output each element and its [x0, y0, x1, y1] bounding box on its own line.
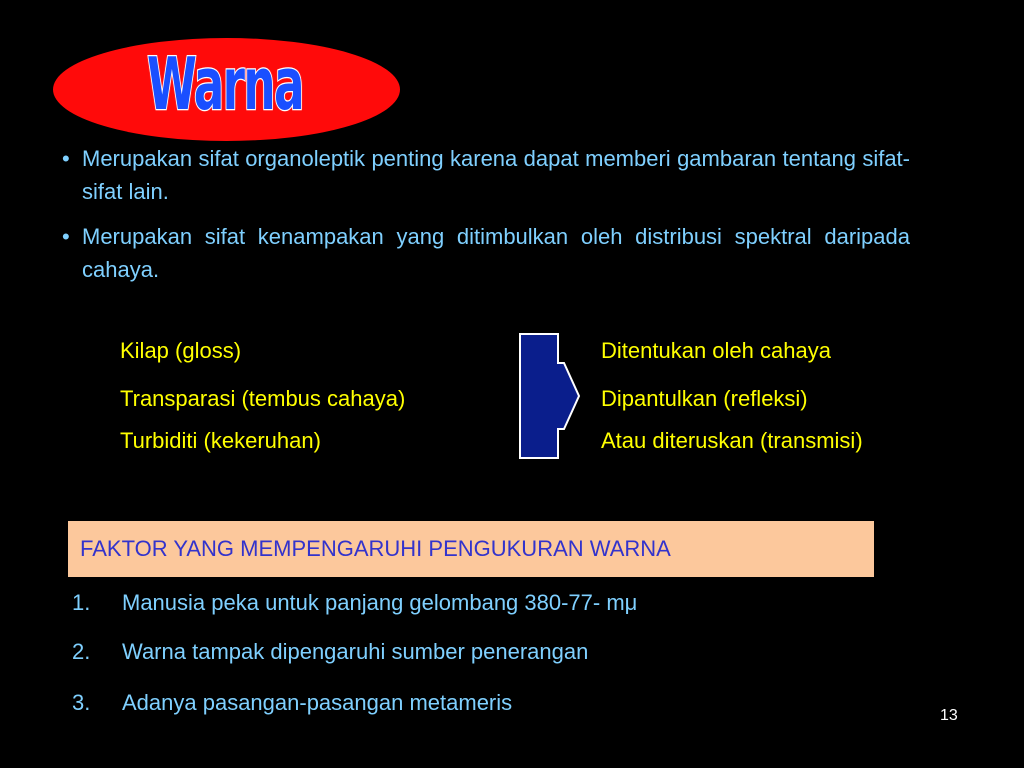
factor-text: Adanya pasangan-pasangan metameris: [122, 690, 513, 715]
factor-item: [72, 690, 512, 716]
factor-number: 2.: [72, 639, 91, 664]
factor-text: Manusia peka untuk panjang gelombang 380-77- mμ: [122, 590, 638, 615]
bullet-text: Merupakan sifat kenampakan yang ditimbulkan oleh distribusi spektral daripada cahaya.: [82, 224, 910, 282]
property-item: Transparasi (tembus cahaya): [120, 386, 406, 411]
factor-item: [72, 590, 637, 616]
slide-title: Warna: [146, 41, 304, 127]
factor-number: 3.: [72, 690, 91, 715]
property-item: Kilap (gloss): [120, 338, 242, 363]
result-item: Atau diteruskan (transmisi): [601, 428, 863, 453]
result-item: Ditentukan oleh cahaya: [601, 338, 831, 363]
factor-heading-box: [68, 521, 874, 577]
property-item: Turbiditi (kekeruhan): [120, 428, 321, 453]
bullet-list: [62, 142, 910, 298]
factor-number: 1.: [72, 590, 91, 615]
factor-heading: FAKTOR YANG MEMPENGARUHI PENGUKURAN WARNA: [80, 536, 671, 561]
bullet-marker: •: [62, 146, 70, 171]
result-item: Dipantulkan (refleksi): [601, 386, 808, 411]
bullet-text: Merupakan sifat organoleptik penting karena dapat memberi gambaran tentang sifat-sifat lain.: [82, 146, 910, 204]
factor-item: [72, 639, 588, 665]
bullet-item: [62, 220, 910, 286]
arrow-icon: [519, 333, 581, 459]
bullet-item: [62, 142, 910, 208]
bullet-marker: •: [62, 224, 70, 249]
page-number: 13: [940, 707, 958, 724]
factor-text: Warna tampak dipengaruhi sumber penerangan: [122, 639, 589, 664]
